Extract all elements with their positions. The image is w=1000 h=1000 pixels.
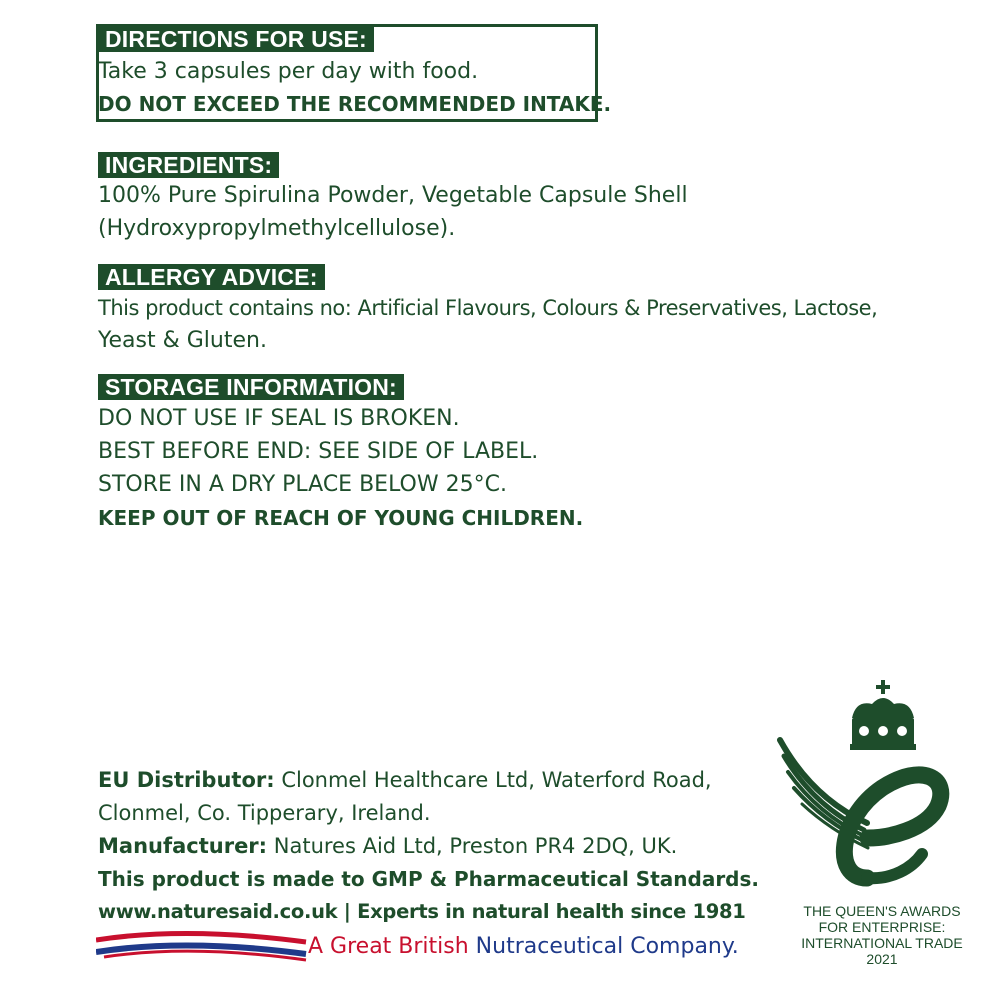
eu-distributor-address: Clonmel, Co. Tipperary, Ireland. bbox=[98, 801, 431, 825]
storage-warning: KEEP OUT OF REACH OF YOUNG CHILDREN. bbox=[98, 506, 584, 530]
eu-distributor-text: Clonmel Healthcare Ltd, Waterford Road, bbox=[274, 768, 712, 792]
storage-heading: STORAGE INFORMATION: bbox=[98, 374, 404, 400]
queens-award-text bbox=[770, 903, 994, 967]
tagline-blue: Nutraceutical Company. bbox=[468, 934, 739, 959]
award-line: FOR ENTERPRISE: bbox=[818, 919, 946, 935]
directions-warning: DO NOT EXCEED THE RECOMMENDED INTAKE. bbox=[98, 92, 612, 116]
tagline-red: A Great British bbox=[308, 934, 469, 959]
eu-distributor-line bbox=[98, 767, 712, 793]
award-line: INTERNATIONAL TRADE bbox=[801, 935, 963, 951]
ingredients-heading: INGREDIENTS: bbox=[98, 152, 279, 178]
ingredients-line: (Hydroxypropylmethylcellulose). bbox=[98, 216, 456, 241]
award-line: THE QUEEN'S AWARDS bbox=[803, 903, 961, 919]
gmp-statement: This product is made to GMP & Pharmaceutical Standards. bbox=[98, 867, 759, 891]
directions-heading: DIRECTIONS FOR USE: bbox=[98, 26, 374, 52]
manufacturer-label: Manufacturer: bbox=[98, 834, 268, 858]
allergy-line: Yeast & Gluten. bbox=[98, 328, 267, 353]
website-line[interactable]: www.naturesaid.co.uk | Experts in natural health since 1981 bbox=[98, 900, 746, 923]
storage-line: DO NOT USE IF SEAL IS BROKEN. bbox=[98, 406, 460, 431]
eu-distributor-label: EU Distributor: bbox=[98, 768, 275, 792]
flag-ribbon-icon bbox=[96, 926, 308, 966]
manufacturer-text: Natures Aid Ltd, Preston PR4 2DQ, UK. bbox=[267, 834, 678, 858]
award-year: 2021 bbox=[866, 951, 898, 967]
ingredients-line: 100% Pure Spirulina Powder, Vegetable Capsule Shell bbox=[98, 183, 688, 208]
storage-line: BEST BEFORE END: SEE SIDE OF LABEL. bbox=[98, 439, 539, 464]
directions-line: Take 3 capsules per day with food. bbox=[98, 59, 479, 84]
allergy-line: This product contains no: Artificial Flavours, Colours & Preservatives, Lactose, bbox=[98, 296, 878, 320]
queens-award-emblem-icon bbox=[772, 678, 972, 903]
tagline bbox=[308, 934, 739, 959]
manufacturer-line bbox=[98, 833, 677, 859]
allergy-heading: ALLERGY ADVICE: bbox=[98, 264, 325, 290]
storage-line: STORE IN A DRY PLACE BELOW 25°C. bbox=[98, 472, 507, 497]
